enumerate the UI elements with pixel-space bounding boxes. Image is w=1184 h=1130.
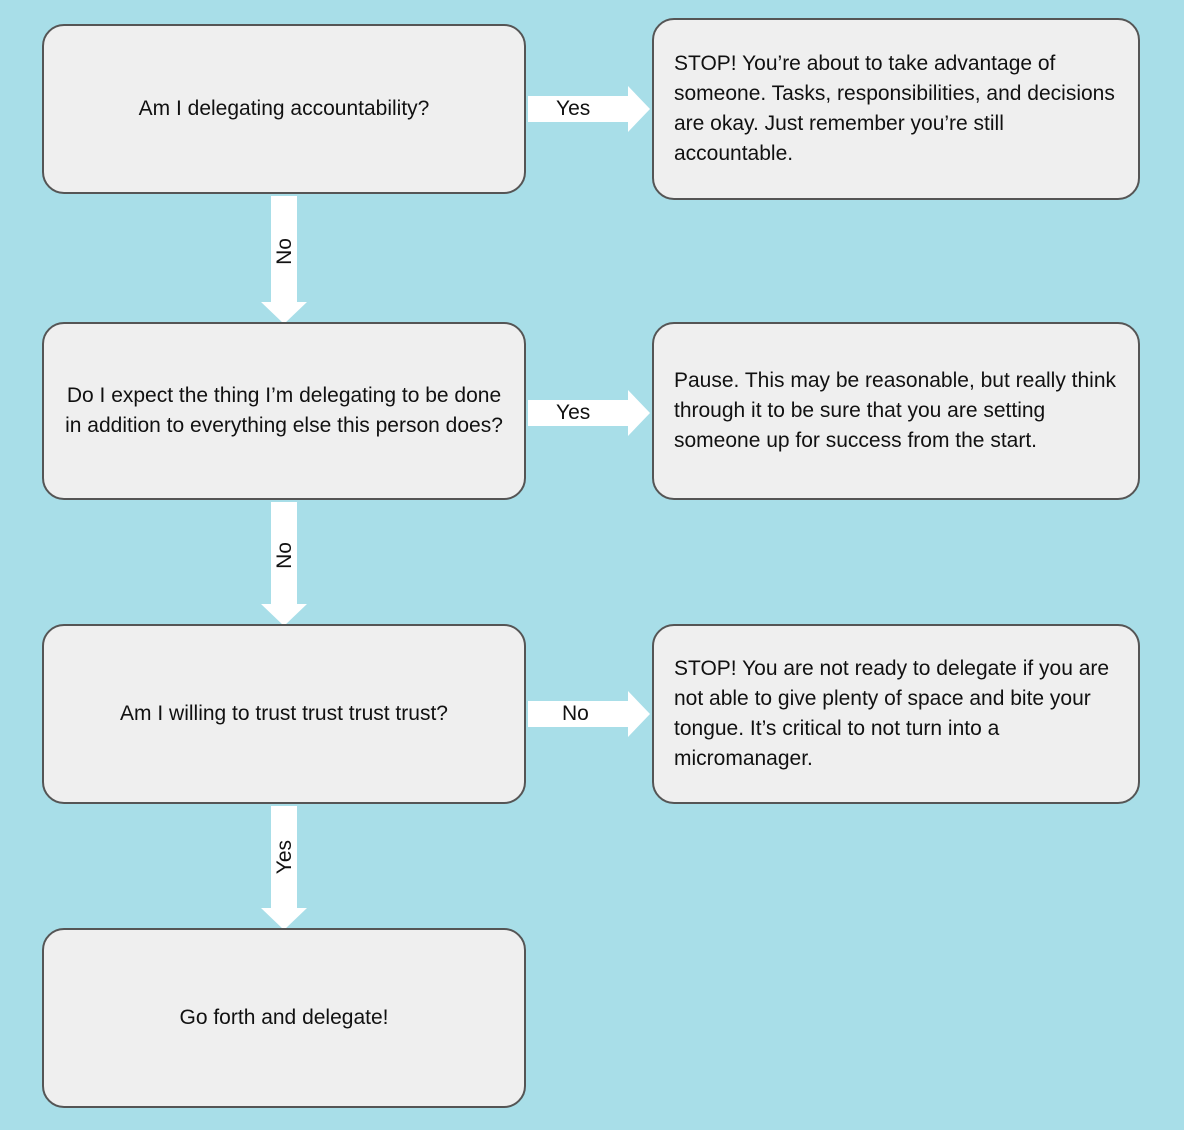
edge-label-q3-yes: Yes (273, 840, 296, 875)
arrowhead-icon (628, 390, 650, 436)
arrowhead-icon (628, 691, 650, 737)
node-answer-1-text: STOP! You’re about to take advantage of someone. Tasks, responsibilities, and decisions are okay. Just remember you’re still accountable. (674, 52, 1115, 165)
node-answer-1[interactable] (652, 18, 1140, 200)
node-question-3[interactable] (42, 624, 526, 804)
node-question-2[interactable] (42, 322, 526, 500)
edge-label-q2-no: No (273, 542, 296, 569)
node-question-1[interactable] (42, 24, 526, 194)
node-answer-3-text: STOP! You are not ready to delegate if you are not able to give plenty of space and bite your tongue. It’s critical to not turn into a micromanager. (674, 657, 1110, 770)
node-end[interactable] (42, 928, 526, 1108)
arrowhead-icon (261, 908, 307, 930)
arrowhead-icon (261, 302, 307, 324)
node-question-3-text: Am I willing to trust trust trust trust? (120, 702, 448, 726)
node-answer-2[interactable] (652, 322, 1140, 500)
node-question-1-text: Am I delegating accountability? (138, 97, 430, 121)
edge-label-q3-no: No (562, 702, 589, 725)
node-question-2-text: Do I expect the thing I’m delegating to be done in addition to everything else this person does? (65, 384, 503, 437)
edge-label-q1-no: No (273, 238, 296, 265)
arrowhead-icon (628, 86, 650, 132)
node-answer-3[interactable] (652, 624, 1140, 804)
edge-label-q2-yes: Yes (556, 401, 591, 424)
node-answer-2-text: Pause. This may be reasonable, but really think through it to be sure that you are setting someone up for success from the start. (674, 369, 1117, 452)
edge-label-q1-yes: Yes (556, 97, 591, 120)
arrowhead-icon (261, 604, 307, 626)
node-end-text: Go forth and delegate! (179, 1006, 389, 1030)
